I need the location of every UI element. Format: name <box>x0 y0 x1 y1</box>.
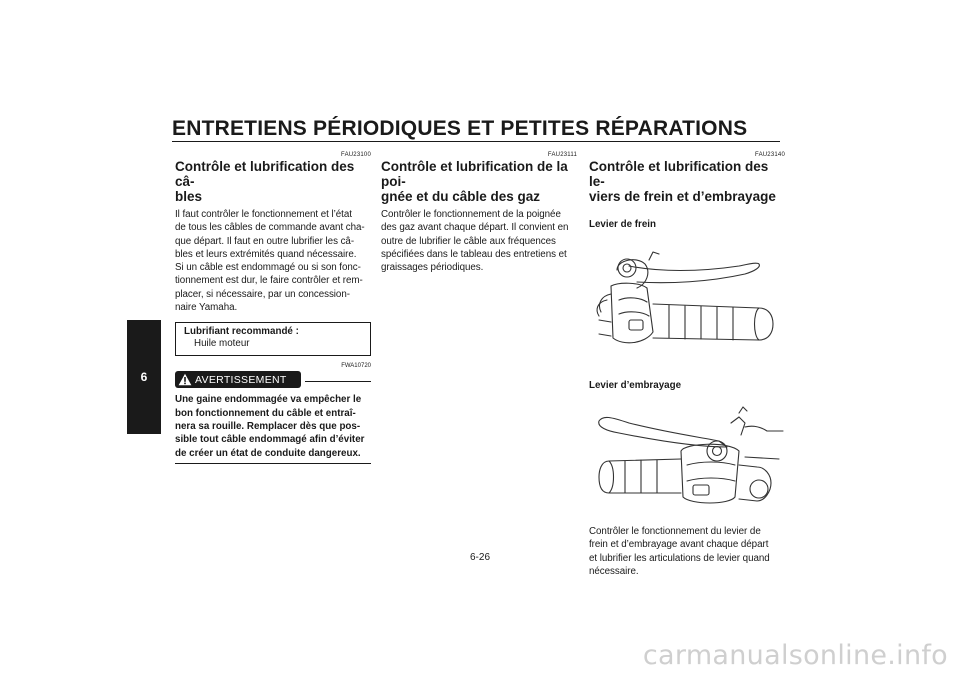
column-cables <box>175 152 371 464</box>
body-line: que départ. Il faut en outre lubrifier les câ- <box>175 235 355 247</box>
page-number: 6-26 <box>469 552 490 563</box>
body-line: nécessaire. <box>589 565 639 577</box>
warning-text <box>175 393 371 459</box>
title-line: gnée et du câble des gaz <box>381 189 541 204</box>
warning-line: bon fonctionnement du câble et entraî- <box>175 407 356 419</box>
body-line: naire Yamaha. <box>175 302 238 314</box>
section-code: FAU23140 <box>755 152 785 158</box>
brake-lever-illustration <box>589 242 785 362</box>
warning-line: Une gaine endommagée va empêcher le <box>175 394 362 406</box>
column-throttle <box>381 152 577 274</box>
title-line: Contrôle et lubrification de la poi- <box>381 159 568 189</box>
title-line: Contrôle et lubrification des le- <box>589 159 769 189</box>
lubricant-value: Huile moteur <box>194 338 250 350</box>
body-line: frein et d’embrayage avant chaque départ <box>589 539 769 551</box>
section-title-levers <box>589 159 785 204</box>
body-line: et lubrifier les articulations de levier quand <box>589 552 770 564</box>
warning-label: AVERTISSEMENT <box>195 373 287 386</box>
section-code: FAU23111 <box>547 152 577 158</box>
title-line: bles <box>175 189 203 204</box>
body-line: Contrôler le fonctionnement du levier de <box>589 526 761 537</box>
section-title-throttle <box>381 159 577 204</box>
title-line: viers de frein et d’embrayage <box>589 189 776 204</box>
body-line: des gaz avant chaque départ. Il convient en <box>381 222 569 234</box>
section-title-cables <box>175 159 371 204</box>
title-line: Contrôle et lubrification des câ- <box>175 159 355 189</box>
body-line: outre de lubrifier le câble aux fréquences <box>381 235 556 247</box>
body-line: placer, si nécessaire, par un concession- <box>175 288 350 300</box>
body-line: graissages périodiques. <box>381 262 484 274</box>
warning-rule <box>305 381 371 382</box>
title-rule <box>172 141 780 142</box>
warning-bottom-rule <box>175 463 371 464</box>
clutch-lever-label: Levier d’embrayage <box>589 380 682 391</box>
section-body-throttle <box>381 208 577 274</box>
body-line: Il faut contrôler le fonctionnement et l’état <box>175 209 352 220</box>
warning-code: FWA10720 <box>341 363 371 370</box>
lubricant-title: Lubrifiant recommandé : <box>184 326 299 338</box>
body-line: Si un câble est endommagé ou si son fonc- <box>175 262 361 274</box>
warning-badge <box>175 371 301 388</box>
warning-header <box>175 371 371 389</box>
section-body-cables <box>175 208 371 314</box>
body-line: bles et leurs extrémités quand nécessaire. <box>175 248 357 260</box>
watermark: carmanualsonline.info <box>642 640 948 671</box>
clutch-lever-illustration <box>589 401 785 519</box>
body-line: spécifiées dans le tableau des entretiens et <box>381 248 567 260</box>
warning-line: sible tout câble endommagé afin d’éviter <box>175 434 365 446</box>
warning-line: nera sa rouille. Remplacer dès que pos- <box>175 420 361 432</box>
body-line: de tous les câbles de commande avant cha- <box>175 222 365 234</box>
lubricant-box <box>175 322 371 356</box>
column-levers <box>589 152 785 578</box>
body-line: tionnement est dur, le faire contrôler et rem- <box>175 275 363 287</box>
warning-line: de créer un état de conduite dangereux. <box>175 447 361 459</box>
page-title: ENTRETIENS PÉRIODIQUES ET PETITES RÉPARATIONS <box>172 117 748 140</box>
brake-lever-label: Levier de frein <box>589 219 656 230</box>
warning-icon <box>175 371 195 388</box>
chapter-tab: 6 <box>127 320 161 434</box>
body-line: Contrôler le fonctionnement de la poignée <box>381 209 561 220</box>
section-code: FAU23100 <box>341 152 371 158</box>
